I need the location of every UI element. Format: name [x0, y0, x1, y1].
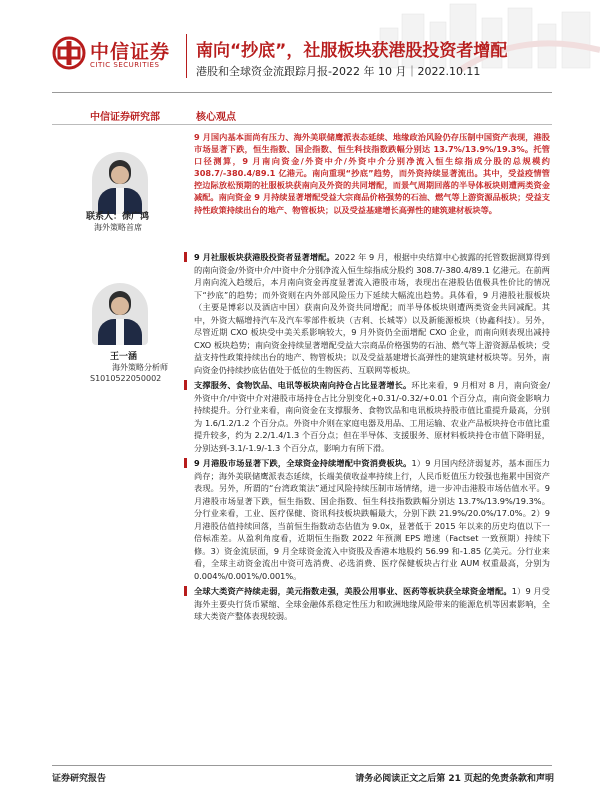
paragraph-text: 1）9 月受海外主要央行货币紧缩、全球金融体系稳定性压力和欧洲地缘风险带来的能源危机等因素影响，全球大类资产整体表现较弱。 — [194, 586, 550, 621]
paragraph-text: 环比来看，9 月相对 8 月，南向资金/外资中介/中资中介对港股市场持仓占比分别变化+0.31/-0.32/+0.01 个百分点，南向资金影响力持续提升。分行业来看，南向资金在支撑服务、食物饮品和电讯板块持股市值比重提升最高，分别为 1.6/1.2/1.2 个百分点。外资中介则在家庭电器及用品、工用运输、农业产品板块持仓市值比重提升较多，约为 2.2/1.4/1.3 个百分点；但在半导体、支援服务、原材料板块持仓市值下降明显，分别达到-3.1/-1.9/-1.3 个百分点，影响力有所下滑。 — [194, 380, 550, 453]
bullet-marker — [184, 458, 187, 468]
analyst-title: 海外策略首席 — [94, 223, 142, 232]
report-body — [182, 251, 550, 626]
section-rule — [52, 124, 552, 125]
core-views-summary: 9 月国内基本面尚有压力、海外美联储鹰派表态延续、地缘政治风险仍存压制中国资产表现，港股市场显著下跌，恒生指数、国企指数、恒生科技指数跌幅分别达 13.7%/13.9%/19.3%。托管口径测算，9 月南向资金/外资中介/外资中介分别净流入恒生综指成分股的总规模约 308.7/-380.4/89.1 亿港元。南向重现“抄底”趋势，而外资持续显著流出。其中，受益疫情管控边际放松预期的社服板块获南向及外资的共同增配，而景气周期回落的半导体板块则遭两类资金减配。南向资金 9 月持续显著增配受益大宗商品价格强势的石油、燃气等上游资源品板块；受益支持性政策持续出台的地产、物管板块；以及受益基建增长高弹性的建筑建材板块等。 — [194, 132, 550, 215]
analyst-photo — [92, 283, 148, 345]
paragraph-text: 1）9 月国内经济弱复苏，基本面压力尚存；海外美联储鹰派表态延续，长端美债收益率持续上行，人民币贬值压力较强也拖累中国资产表现。另外，所谓的“台湾政策法”通过风险持续压制市场情绪，进一步冲击港股市场估值水平。9 月港股市场显著下跌，恒生指数、国企指数、恒生科技指数跌幅分别达 13.7%/13.9%/19.3%。分行业来看，工业、医疗保健、资讯科技板块跌幅最大，分别下跌 21.9%/20.0%/17.0%。2）9 月港股估值持续回落，当前恒生指数动态估值为 9.0x，显著低于 2015 年以来的历史均值以下一倍标准差。从盈利角度看，近期恒生指数 2022 年预测 EPS 增速（Factset 一致预期）持续下修。3）资金流层面，9 月全球资金流入中资股及香港本地股约 56.99 和-1.85 亿美元。分行业来看，全球主动资金流出中资可选消费、必选消费、医疗保健板块占行业 AUM 权重最高，分别为 0.004%/0.001%/0.001%。 — [194, 458, 550, 581]
report-title: 南向“抄底”，社服板块获港股投资者增配 — [196, 41, 508, 61]
body-paragraph — [182, 251, 550, 376]
analyst-name: 联系人：徐广鸿 — [86, 212, 150, 222]
citic-securities-logo — [52, 36, 202, 76]
paragraph-lead: 支撑服务、食物饮品、电讯等板块南向持仓占比显著增长。 — [194, 380, 412, 390]
report-subtitle: 港股和全球资金流跟踪月报-2022 年 10 月｜2022.10.11 — [196, 65, 481, 78]
paragraph-lead: 9 月社服板块获港股投资者显著增配。 — [194, 252, 335, 262]
body-paragraph — [182, 457, 550, 582]
bullet-marker — [184, 586, 187, 596]
footer-disclaimer: 请务必阅读正文之后第 21 页起的免责条款和声明 — [355, 774, 554, 784]
header-divider — [186, 34, 187, 78]
body-paragraph — [182, 379, 550, 454]
logo-name-en: CITIC SECURITIES — [90, 61, 160, 69]
citic-logo-icon — [52, 36, 86, 70]
bullet-marker — [184, 380, 187, 390]
body-paragraph — [182, 585, 550, 623]
paragraph-lead: 9 月港股市场显著下跌，全球资金持续增配中资消费板块。 — [194, 458, 412, 468]
core-views-label: 核心观点 — [196, 112, 236, 123]
paragraph-lead: 全球大类资产持续走弱，美元指数走强，美股公用事业、医药等板块获全球资金增配。 — [194, 586, 512, 596]
analyst-title: 海外策略分析师 — [112, 363, 168, 372]
paragraph-text: 2022 年 9 月，根据中央结算中心披露的托管数据测算得到的南向资金/外资中介/中资中介分别净流入恒生综指成分股约 308.7/-380.4/89.1 亿港元。在前两月南向流入趋缓后，本月南向资金再度显著流入港股市场，表现出在港股估值极具性价比的情况下“抄底”的趋势；而外资则在内外部风险压力下延续大幅流出趋势。具体看，9 月港股社服板块（主要是博彩以及酒店中国）获南向及外资共同增配；而半导体板块则遭两类资金共同减配。其中，外资大幅增持汽车及汽车零部件板块（吉利、长城等）以及新能源板块（协鑫科技）。另外，尽管近期 CXO 板块受中美关系影响较大，9 月外资仍全面增配 CXO 企业，而南向则表现出减持 CXO 板块趋势；南向资金持续显著增配受益大宗商品价格强势的石油、燃气等上游资源品板块；受益支持性政策持续出台的地产、物管板块；以及受益基建增长高弹性的建筑建材板块等。另外，南向资金仍持续抄底估值处于低位的生物医药、互联网等板块。 — [194, 252, 550, 375]
logo-name-cn: 中信证券 — [90, 41, 171, 63]
analyst-photo — [92, 152, 148, 214]
footer-rule — [52, 765, 552, 766]
report-header — [0, 0, 600, 90]
analyst-name: 王一涵 — [110, 352, 138, 362]
footer-report-type: 证券研究报告 — [52, 774, 107, 784]
analyst-certificate-code: S1010522050002 — [90, 374, 162, 383]
research-department-label: 中信证券研究部 — [90, 112, 160, 123]
bullet-marker — [184, 252, 187, 262]
header-rule — [52, 92, 552, 93]
